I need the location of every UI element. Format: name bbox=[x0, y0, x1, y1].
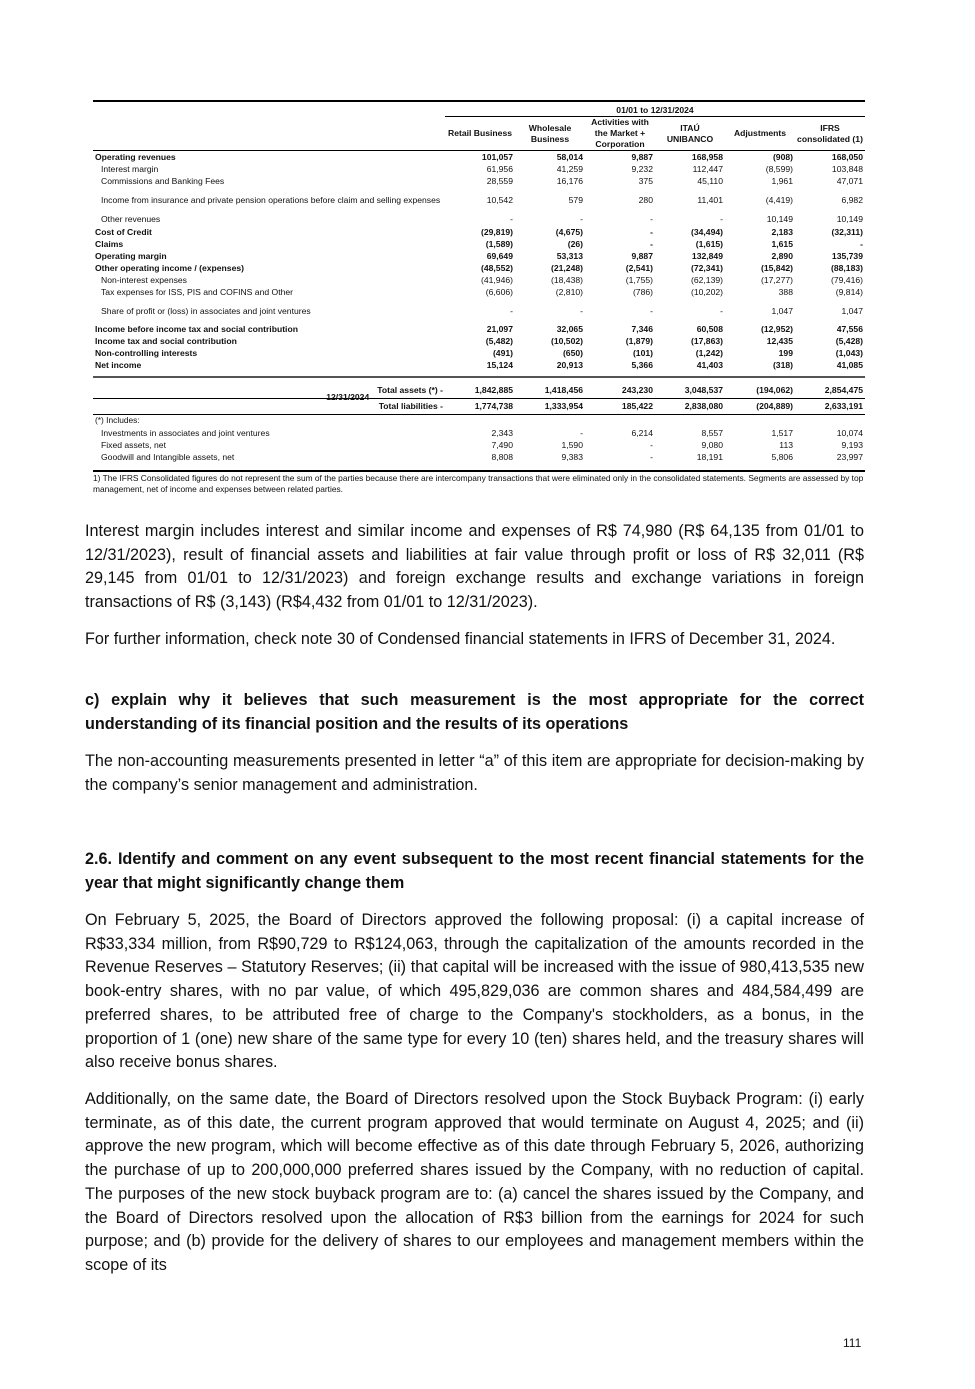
row-value: (9,814) bbox=[835, 287, 863, 298]
table-row bbox=[93, 151, 865, 164]
row-value: (48,552) bbox=[480, 263, 513, 274]
row-value: (1,879) bbox=[625, 335, 653, 346]
row-value: 16,176 bbox=[556, 176, 583, 187]
row-value: 2,343 bbox=[491, 427, 513, 438]
balance-label bbox=[93, 383, 445, 402]
balance-row bbox=[93, 383, 865, 399]
table-row bbox=[93, 176, 865, 188]
row-value: 2,854,475 bbox=[824, 384, 863, 395]
row-value: - bbox=[650, 238, 653, 249]
row-value: 1,418,456 bbox=[544, 384, 583, 395]
paragraph-buyback: Additionally, on the same date, the Board of Directors resolved upon the Stock Buyback Program: (i) early terminate, as of this date, the current program approved that would terminate on August 4, 2025; and (ii) approve the new program, which will become effective as of this date through February 5, 2026, authorizing the purchase of up to 200,000,000 preferred shares issued by the Company, with no reduction of capital. The purposes of the new stock buyback program are to: (a) cancel the shares issued by the Company, and the Board of Directors resolved upon the allocation of R$3 billion from the earnings for 2024 for such purpose; and (b) provide for the delivery of shares to our employees and management members within the scope of its bbox=[85, 1090, 864, 1274]
row-value: 58,014 bbox=[556, 151, 583, 162]
row-value: 579 bbox=[568, 195, 583, 206]
balance-label: Total assets (*) - bbox=[377, 384, 443, 395]
row-value: 10,149 bbox=[836, 214, 863, 225]
row-value: 9,383 bbox=[561, 451, 583, 462]
row-value: 1,842,885 bbox=[474, 384, 513, 395]
row-value: 243,230 bbox=[621, 384, 653, 395]
row-label: Goodwill and Intangible assets, net bbox=[101, 451, 235, 462]
row-label: Income tax and social contribution bbox=[95, 335, 237, 346]
row-value: 32,065 bbox=[556, 323, 583, 334]
column-header: Activities with the Market + Corporation bbox=[585, 117, 655, 151]
row-value: 41,259 bbox=[556, 163, 583, 174]
row-value: - bbox=[860, 238, 863, 249]
row-value: (15,842) bbox=[760, 263, 793, 274]
row-value: (17,277) bbox=[760, 275, 793, 286]
column-header: Retail Business bbox=[445, 117, 515, 151]
row-value: (10,502) bbox=[550, 335, 583, 346]
row-value: - bbox=[720, 214, 723, 225]
row-value: (491) bbox=[492, 348, 513, 359]
row-value: 168,050 bbox=[831, 151, 863, 162]
row-value: (12,952) bbox=[760, 323, 793, 334]
row-value: 103,848 bbox=[831, 163, 863, 174]
row-value: 101,057 bbox=[481, 151, 513, 162]
row-value: (1,755) bbox=[625, 275, 653, 286]
row-value: - bbox=[580, 427, 583, 438]
row-value: (5,482) bbox=[485, 335, 513, 346]
row-value: 7,346 bbox=[631, 323, 653, 334]
table-row bbox=[93, 323, 865, 335]
includes-row bbox=[93, 451, 865, 463]
row-value: 135,739 bbox=[831, 250, 863, 261]
row-value: 2,890 bbox=[771, 250, 793, 261]
row-value: (88,183) bbox=[830, 263, 863, 274]
row-label: Share of profit or (loss) in associates and joint ventures bbox=[101, 305, 311, 316]
paragraph-measurements: The non-accounting measurements presented in letter “a” of this item are appropriate for decision-making by the company’s senior management and administration. bbox=[85, 752, 864, 794]
row-value: (6,606) bbox=[485, 287, 513, 298]
row-value: 15,124 bbox=[486, 360, 513, 371]
table-row bbox=[93, 188, 865, 214]
row-label: Non-interest expenses bbox=[101, 275, 187, 286]
page-number: 111 bbox=[843, 1336, 862, 1350]
row-value: 1,615 bbox=[771, 238, 793, 249]
row-value: (650) bbox=[562, 348, 583, 359]
row-value: (786) bbox=[632, 287, 653, 298]
row-value: 9,887 bbox=[631, 151, 653, 162]
row-value: 21,097 bbox=[486, 323, 513, 334]
row-value: 280 bbox=[638, 195, 653, 206]
row-label: Operating revenues bbox=[95, 151, 176, 162]
balance-label: Total liabilities - bbox=[93, 398, 445, 414]
row-value: 185,422 bbox=[585, 398, 655, 414]
row-label: Income before income tax and social contribution bbox=[95, 323, 298, 334]
row-value: (908) bbox=[772, 151, 793, 162]
table-row bbox=[93, 250, 865, 262]
row-value: (10,202) bbox=[690, 287, 723, 298]
row-value: 9,193 bbox=[841, 439, 863, 450]
row-value: (1,242) bbox=[695, 348, 723, 359]
header-blank bbox=[93, 104, 445, 117]
row-value: (26) bbox=[567, 238, 583, 249]
row-value: 1,961 bbox=[771, 176, 793, 187]
row-value: 11,401 bbox=[697, 195, 723, 206]
row-value: (34,494) bbox=[690, 226, 723, 237]
row-value: (4,675) bbox=[555, 226, 583, 237]
includes-label: (*) Includes: bbox=[93, 414, 865, 427]
row-value: 2,838,080 bbox=[655, 398, 725, 414]
table-row bbox=[93, 163, 865, 175]
row-value: - bbox=[580, 305, 583, 316]
row-label: Interest margin bbox=[101, 163, 159, 174]
row-value: 41,085 bbox=[836, 360, 863, 371]
row-label: Other operating income / (expenses) bbox=[95, 263, 244, 274]
column-header: Wholesale Business bbox=[515, 117, 585, 151]
row-value: 168,958 bbox=[691, 151, 723, 162]
table-row bbox=[93, 335, 865, 347]
row-value: 113 bbox=[779, 439, 793, 450]
row-value: - bbox=[510, 214, 513, 225]
row-label: Commissions and Banking Fees bbox=[101, 176, 225, 187]
row-value: 112,447 bbox=[692, 163, 723, 174]
row-value: (8,599) bbox=[765, 163, 793, 174]
row-value: (29,819) bbox=[480, 226, 513, 237]
table-row bbox=[93, 238, 865, 250]
row-value: 69,649 bbox=[486, 250, 513, 261]
row-value: - bbox=[510, 305, 513, 316]
row-value: (17,863) bbox=[690, 335, 723, 346]
header-blank bbox=[93, 117, 445, 151]
row-value: 10,074 bbox=[836, 427, 863, 438]
row-value: 1,517 bbox=[771, 427, 793, 438]
row-value: (1,589) bbox=[485, 238, 513, 249]
segment-results-table bbox=[93, 100, 865, 464]
row-value: (101) bbox=[632, 348, 653, 359]
row-value: (72,341) bbox=[690, 263, 723, 274]
row-value: 6,214 bbox=[631, 427, 653, 438]
table-row bbox=[93, 347, 865, 359]
row-label: Fixed assets, net bbox=[101, 439, 166, 450]
table-row bbox=[93, 214, 865, 226]
row-value: - bbox=[650, 214, 653, 225]
row-value: 132,849 bbox=[691, 250, 723, 261]
row-value: - bbox=[650, 305, 653, 316]
row-value: 6,982 bbox=[841, 195, 863, 206]
row-value: 12,435 bbox=[766, 335, 793, 346]
row-value: (62,139) bbox=[690, 275, 723, 286]
row-value: 61,956 bbox=[486, 163, 513, 174]
row-label: Cost of Credit bbox=[95, 226, 152, 237]
row-value: (5,428) bbox=[835, 335, 863, 346]
heading-section-2-6: 2.6. Identify and comment on any event subsequent to the most recent financial statements for the year that might significantly change them bbox=[85, 850, 864, 892]
row-value: 9,080 bbox=[701, 439, 723, 450]
table-row bbox=[93, 226, 865, 238]
row-value: (204,889) bbox=[725, 398, 795, 414]
row-value: (2,810) bbox=[555, 287, 583, 298]
paragraph-capital-increase: On February 5, 2025, the Board of Directors approved the following proposal: (i) a capital increase of R$33,334 million, from R$90,729 to R$124,063, through the capitalization of the amounts recorded in the Revenue Reserves – Statutory Reserves; (ii) that capital will be increased with the issue of 980,413,535 new book-entry shares, with no par value, of which 495,829,036 are common shares and 484,584,499 are preferred shares, to be attributed free of charge to the Company's stockholders, as a bonus, in the proportion of 1 (one) new share of the same type for every 10 (ten) shares held, and the treasury shares will also receive bonus shares. bbox=[85, 911, 864, 1072]
row-value: 1,333,954 bbox=[515, 398, 585, 414]
row-value: 388 bbox=[778, 287, 793, 298]
row-value: 18,191 bbox=[696, 451, 723, 462]
row-label: Claims bbox=[95, 238, 124, 249]
row-value: 53,313 bbox=[556, 250, 583, 261]
row-value: 9,232 bbox=[631, 163, 653, 174]
row-value: 10,542 bbox=[486, 195, 513, 206]
row-value: 1,047 bbox=[841, 305, 863, 316]
balance-row bbox=[93, 398, 865, 414]
row-label: Net income bbox=[95, 360, 142, 371]
row-value: 9,887 bbox=[631, 250, 653, 261]
table-row bbox=[93, 287, 865, 299]
row-value: - bbox=[650, 226, 653, 237]
row-value: (4,419) bbox=[765, 195, 793, 206]
row-value: (21,248) bbox=[550, 263, 583, 274]
column-header: IFRS consolidated (1) bbox=[795, 117, 865, 151]
table-row bbox=[93, 263, 865, 275]
table-footnote: 1) The IFRS Consolidated figures do not represent the sum of the parties because there are intercompany transactions that were eliminated only in the consolidated statements. Segments are assessed by top management, net of income and expenses between related parties. bbox=[93, 470, 865, 495]
row-value: 1,774,738 bbox=[445, 398, 515, 414]
row-value: 45,110 bbox=[697, 176, 723, 187]
row-value: 1,047 bbox=[771, 305, 793, 316]
row-value: 41,403 bbox=[696, 360, 723, 371]
row-label: Income from insurance and private pension operations before claim and selling expenses bbox=[101, 195, 441, 206]
row-value: 47,071 bbox=[836, 176, 863, 187]
row-value: 8,808 bbox=[491, 451, 513, 462]
row-value: (32,311) bbox=[831, 226, 863, 237]
paragraph-interest-margin: Interest margin includes interest and similar income and expenses of R$ 74,980 (R$ 64,135 from 01/01 to 12/31/2023), result of financial assets and liabilities at fair value through profit or loss of R$ 32,011 (R$ 29,145 from 01/01 to 12/31/2023) and foreign exchange results and exchange variations in foreign transactions of R$ (3,143) (R$4,432 from 01/01 to 12/31/2023). bbox=[85, 522, 864, 612]
row-value: 7,490 bbox=[491, 439, 513, 450]
row-value: - bbox=[580, 214, 583, 225]
row-value: 60,508 bbox=[696, 323, 723, 334]
row-value: 3,048,537 bbox=[684, 384, 723, 395]
row-value: - bbox=[650, 451, 653, 462]
row-value: 1,590 bbox=[561, 439, 583, 450]
row-value: 47,556 bbox=[836, 323, 863, 334]
row-label: Other revenues bbox=[101, 214, 161, 225]
row-value: 2,183 bbox=[771, 226, 793, 237]
row-value: - bbox=[720, 305, 723, 316]
row-value: 375 bbox=[638, 176, 653, 187]
row-value: 5,366 bbox=[631, 360, 653, 371]
row-value: 2,633,191 bbox=[795, 398, 865, 414]
row-value: 20,913 bbox=[556, 360, 583, 371]
row-value: 199 bbox=[778, 348, 793, 359]
row-value: 5,806 bbox=[771, 451, 793, 462]
row-value: (194,062) bbox=[756, 384, 793, 395]
row-label: Non-controlling interests bbox=[95, 348, 198, 359]
table-row bbox=[93, 275, 865, 287]
balance-date: 12/31/2024 bbox=[326, 391, 370, 402]
row-label: Tax expenses for ISS, PIS and COFINS and Other bbox=[101, 287, 294, 298]
heading-item-c: c) explain why it believes that such measurement is the most appropriate for the correct understanding of its financial position and the results of its operations bbox=[85, 691, 864, 733]
row-label: Investments in associates and joint ventures bbox=[101, 427, 270, 438]
row-value: (41,946) bbox=[480, 275, 513, 286]
row-value: (318) bbox=[772, 360, 793, 371]
column-header: Adjustments bbox=[725, 117, 795, 151]
row-value: (1,043) bbox=[835, 348, 863, 359]
table-row bbox=[93, 360, 865, 372]
paragraph-further-info: For further information, check note 30 of Condensed financial statements in IFRS of December 31, 2024. bbox=[85, 630, 836, 648]
includes-row bbox=[93, 427, 865, 439]
period-header: 01/01 to 12/31/2024 bbox=[445, 104, 865, 117]
row-value: (79,416) bbox=[830, 275, 863, 286]
column-header: ITAÚ UNIBANCO bbox=[655, 117, 725, 151]
row-value: 8,557 bbox=[701, 427, 723, 438]
row-value: 10,149 bbox=[766, 214, 793, 225]
row-value: - bbox=[650, 439, 653, 450]
row-value: (2,541) bbox=[625, 263, 653, 274]
row-value: (18,438) bbox=[550, 275, 583, 286]
row-value: 28,559 bbox=[486, 176, 513, 187]
row-label: Operating margin bbox=[95, 250, 167, 261]
table-row bbox=[93, 304, 865, 318]
includes-row bbox=[93, 439, 865, 451]
row-value: 23,997 bbox=[836, 451, 863, 462]
row-value: (1,615) bbox=[695, 238, 723, 249]
